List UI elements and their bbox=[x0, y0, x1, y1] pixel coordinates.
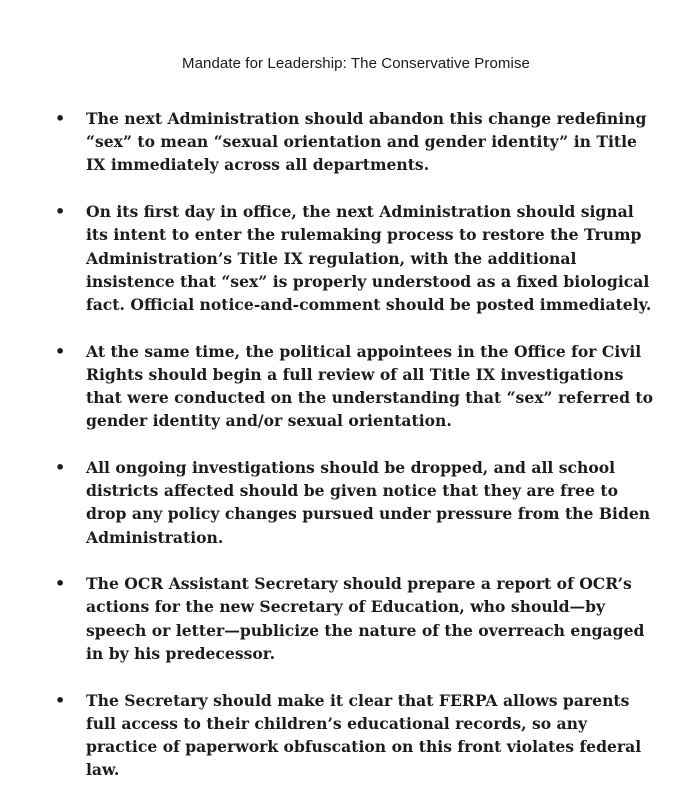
bullet-text: The next Administration should abandon this change redefining “sex” to mean “sexual orientation and gender identity” in Title IX immediately across all departments. bbox=[86, 109, 647, 175]
bullet-dot-icon: • bbox=[55, 341, 66, 361]
bullet-text: All ongoing investigations should be dropped, and all school districts affected should be given notice that they are free to drop any policy changes pursued under pressure from the Biden Administration. bbox=[86, 457, 651, 547]
bullet-item bbox=[0, 572, 690, 665]
bullet-item bbox=[0, 456, 690, 549]
bullet-dot-icon: • bbox=[55, 574, 66, 594]
bullet-item bbox=[0, 689, 690, 782]
bullet-text: The OCR Assistant Secretary should prepare a report of OCR’s actions for the new Secretary of Education, who should—by speech or letter—publicize the nature of the overreach engaged in by his predecessor. bbox=[86, 574, 645, 663]
document-title: Mandate for Leadership: The Conservative Promise bbox=[181, 55, 531, 72]
bullet-text: At the same time, the political appointees in the Office for Civil Rights should begin a full review of all Title IX investigations that were conducted on the understanding that “sex” referred to gender identity and/or sexual orientation. bbox=[86, 341, 654, 431]
bullet-text: On its first day in office, the next Administration should signal its intent to enter the rulemaking process to restore the Trump Administration’s Title IX regulation, with the additional insistence that “sex” is properly understood as a fixed biological fact. Official notice-and-comment should be posted immediately. bbox=[86, 202, 652, 314]
bullet-dot-icon: • bbox=[55, 202, 66, 222]
bullet-text: The Secretary should make it clear that FERPA allows parents full access to their children’s educational records, so any practice of paperwork obfuscation on this front violates federal law. bbox=[86, 690, 642, 780]
bullet-dot-icon: • bbox=[55, 109, 66, 128]
bullet-dot-icon: • bbox=[55, 690, 66, 710]
bullet-list bbox=[0, 107, 690, 805]
bullet-item bbox=[0, 200, 690, 316]
bullet-item bbox=[0, 107, 690, 177]
bullet-dot-icon: • bbox=[55, 457, 66, 477]
bullet-item bbox=[0, 340, 690, 433]
